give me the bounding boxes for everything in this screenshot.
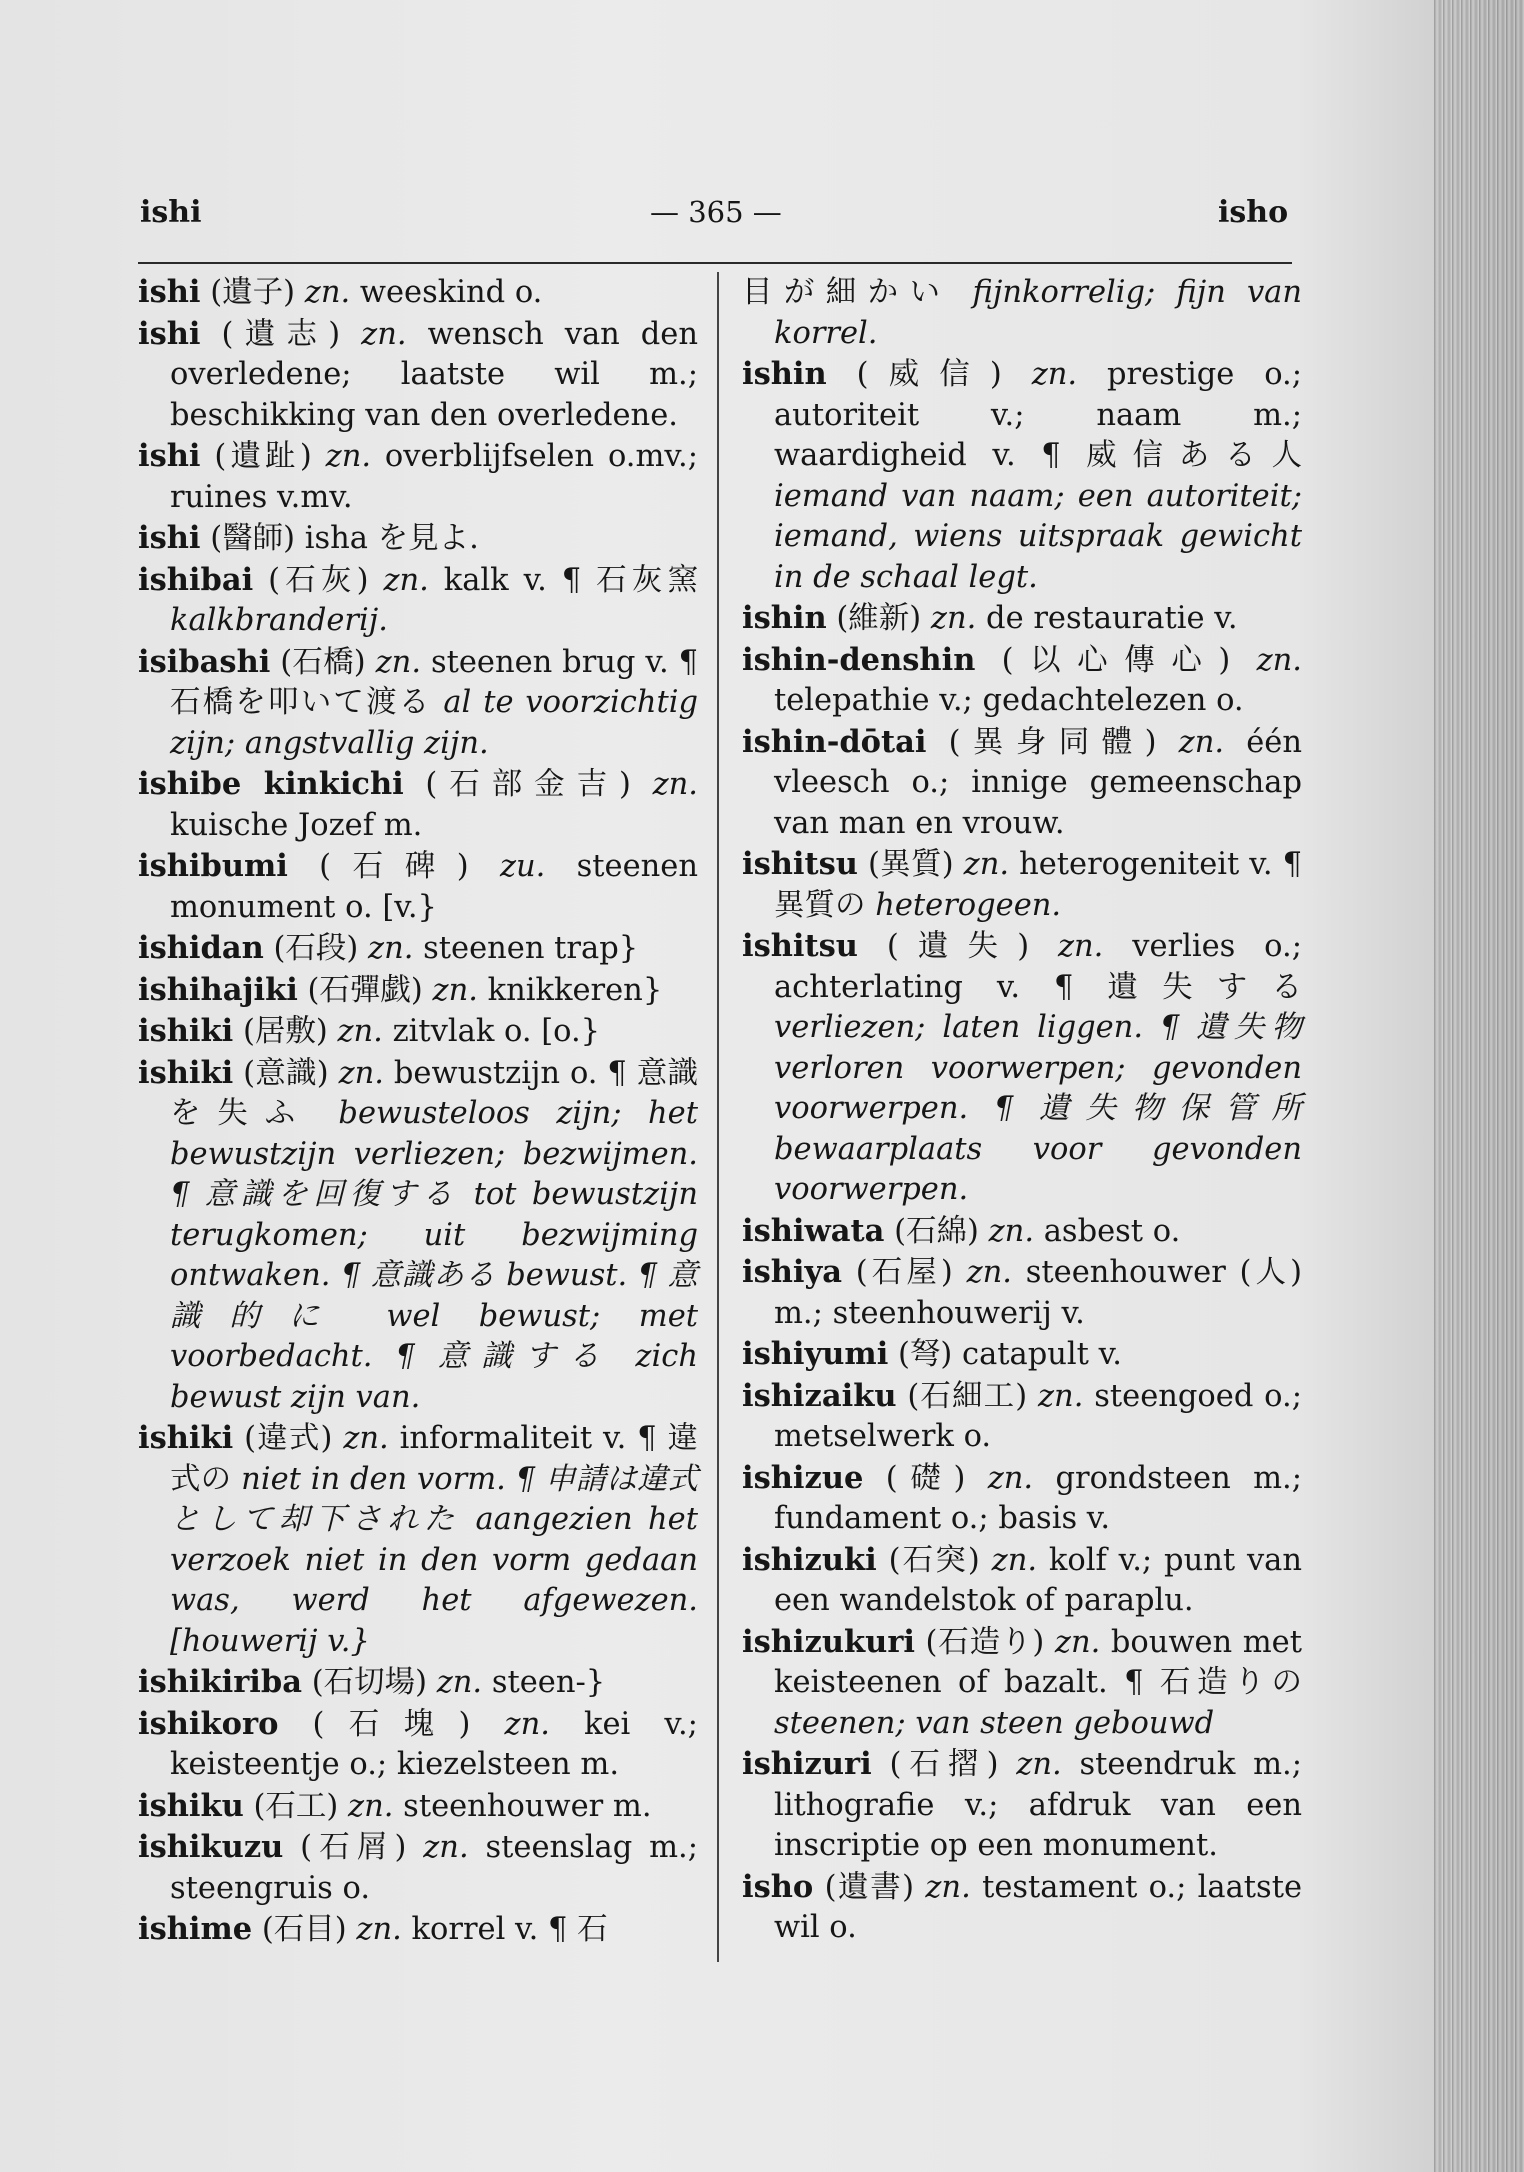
dictionary-entry bbox=[742, 1540, 1302, 1622]
kanji-reading: (維新) bbox=[836, 601, 922, 636]
definition: steenhouwer (人) m.; steenhouwerij v. bbox=[774, 1255, 1302, 1331]
definition: informaliteit v. ¶ 違式の bbox=[170, 1421, 698, 1497]
part-of-speech: zu. bbox=[499, 849, 546, 884]
headword: ishi bbox=[138, 315, 201, 352]
part-of-speech: zn. bbox=[1037, 1378, 1084, 1414]
example-translation: steenen; van steen gebouwd bbox=[774, 1705, 1215, 1741]
dictionary-entry bbox=[138, 1704, 698, 1786]
right-column bbox=[742, 272, 1302, 1949]
definition: steenen monument o. [v.} bbox=[170, 849, 698, 925]
headword: ishiki bbox=[138, 1420, 234, 1456]
dictionary-entry bbox=[138, 970, 698, 1012]
dictionary-entry bbox=[742, 844, 1302, 926]
kanji-reading: (石段) bbox=[273, 931, 359, 966]
headword: ishi bbox=[138, 520, 201, 556]
kanji-reading: (遺志) bbox=[221, 316, 341, 352]
part-of-speech: zn. bbox=[1256, 642, 1302, 678]
definition: kolf v.; punt van een wandelstok of paraplu. bbox=[774, 1542, 1302, 1618]
part-of-speech: zn. bbox=[988, 1213, 1035, 1249]
dictionary-entry bbox=[742, 1334, 1302, 1376]
kanji-reading: (意識) bbox=[243, 1055, 329, 1091]
headword: isho bbox=[742, 1868, 814, 1905]
definition: de restauratie v. bbox=[986, 601, 1238, 636]
kanji-reading: (石屋) bbox=[855, 1255, 953, 1290]
kanji-reading: (異質) bbox=[867, 847, 954, 882]
kanji-reading: (違式) bbox=[244, 1421, 333, 1456]
dictionary-entry bbox=[742, 1376, 1302, 1458]
definition: korrel v. ¶ 石 bbox=[411, 1912, 608, 1947]
definition: catapult v. bbox=[962, 1337, 1122, 1372]
part-of-speech: zn. bbox=[963, 847, 1010, 882]
part-of-speech: zn. bbox=[343, 1421, 389, 1456]
part-of-speech: zn. bbox=[991, 1542, 1038, 1578]
headword: ishime bbox=[138, 1911, 253, 1947]
part-of-speech: zn. bbox=[925, 1869, 971, 1905]
kanji-reading: (石摺) bbox=[889, 1747, 999, 1782]
definition: knikkeren} bbox=[487, 972, 663, 1008]
example-translation: fijnkorrelig; fijn van korrel. bbox=[774, 275, 1303, 351]
definition: kuische Jozef m. bbox=[170, 807, 423, 843]
definition: heterogeniteit v. ¶ 異質の bbox=[774, 847, 1302, 923]
definition: zitvlak o. [o.} bbox=[392, 1014, 601, 1049]
part-of-speech: zn. bbox=[436, 1665, 483, 1700]
definition: steenhouwer m. bbox=[403, 1788, 652, 1824]
definition: kei v.; keisteentje o.; kiezelsteen m. bbox=[170, 1706, 698, 1782]
header-rule bbox=[138, 262, 1292, 264]
dictionary-entry bbox=[742, 1744, 1302, 1867]
headword: isibashi bbox=[138, 643, 271, 680]
kanji-reading: (石綿) bbox=[894, 1213, 979, 1249]
part-of-speech: zn. bbox=[987, 1460, 1034, 1496]
dictionary-entry bbox=[138, 846, 698, 928]
book-spine-edge bbox=[1434, 0, 1524, 2172]
part-of-speech: zn. bbox=[348, 1788, 394, 1824]
headword: ishiwata bbox=[742, 1212, 885, 1249]
kanji-reading: (遺子) bbox=[210, 275, 296, 310]
part-of-speech: zn. bbox=[504, 1706, 550, 1742]
kanji-reading: (石屑) bbox=[300, 1830, 407, 1865]
kanji-reading: (遺趾) bbox=[214, 439, 312, 474]
kanji-reading: (威信) bbox=[856, 357, 1002, 392]
kanji-reading: (石工) bbox=[253, 1788, 339, 1824]
kanji-reading: (遺書) bbox=[824, 1869, 915, 1905]
dictionary-entry bbox=[742, 1458, 1302, 1540]
headword: ishidan bbox=[138, 930, 264, 966]
dictionary-entry bbox=[138, 1418, 698, 1662]
definition: weeskind o. bbox=[359, 275, 543, 310]
kanji-reading: (石目) bbox=[261, 1912, 347, 1947]
running-head-left: ishi bbox=[140, 195, 202, 230]
part-of-speech: zn. bbox=[1054, 1624, 1101, 1660]
headword: ishiki bbox=[138, 1013, 234, 1049]
left-column bbox=[138, 272, 698, 1951]
dictionary-entry bbox=[742, 354, 1302, 598]
dictionary-entry bbox=[138, 1011, 698, 1053]
example-translation: niet in den vorm. ¶ 申請は違式として却下された aangezien het verzoek niet in den vorm gedaan was, werd het afgewezen. [houwerij v.} bbox=[170, 1461, 699, 1659]
part-of-speech: zn. bbox=[652, 767, 698, 802]
part-of-speech: zn. bbox=[338, 1055, 384, 1091]
kanji-reading: (遺失) bbox=[886, 929, 1030, 964]
definition: grondsteen m.; fundament o.; basis v. bbox=[774, 1460, 1302, 1536]
kanji-reading: (石彈戯) bbox=[307, 972, 423, 1008]
kanji-reading: (礎) bbox=[885, 1460, 966, 1496]
kanji-reading: (石部金吉) bbox=[425, 767, 631, 802]
kanji-reading: (石突) bbox=[888, 1542, 980, 1578]
definition: steendruk m.; lithografie v.; afdruk van een inscriptie op een monument. bbox=[774, 1747, 1303, 1863]
dictionary-entry bbox=[742, 1252, 1302, 1334]
kanji-reading: (石造り) bbox=[925, 1624, 1045, 1660]
dictionary-entry bbox=[138, 1909, 698, 1951]
dictionary-entry bbox=[742, 926, 1302, 1211]
kanji-reading: (石塊) bbox=[312, 1706, 471, 1742]
dictionary-entry bbox=[138, 436, 698, 518]
headword: ishibumi bbox=[138, 848, 288, 884]
example-translation: al te voorzichtig zijn; angstvallig zijn. bbox=[170, 685, 698, 761]
example-translation: iemand van naam; een autoriteit; iemand, wiens uitspraak gewicht in de schaal legt. bbox=[774, 478, 1302, 595]
part-of-speech: zn. bbox=[1031, 357, 1078, 392]
headword: ishibai bbox=[138, 561, 254, 598]
dictionary-entry bbox=[742, 640, 1302, 722]
dictionary-entry bbox=[138, 1786, 698, 1828]
definition: steen-} bbox=[491, 1665, 606, 1700]
headword: ishibe kinkichi bbox=[138, 766, 404, 802]
example-translation: verliezen; laten liggen. ¶ 遺失物 verloren voorwerpen; gevonden voorwerpen. ¶ 遺失物保管所 bewaarplaats voor gevonden voorwerpen. bbox=[774, 1010, 1302, 1207]
part-of-speech: zn. bbox=[1057, 929, 1104, 964]
kanji-reading: (石細工) bbox=[907, 1378, 1028, 1414]
dictionary-entry bbox=[138, 928, 698, 970]
part-of-speech: zn. bbox=[1016, 1747, 1062, 1782]
column-divider bbox=[717, 272, 719, 1962]
headword: ishin bbox=[742, 600, 827, 636]
dictionary-entry bbox=[742, 1622, 1302, 1745]
dictionary-entry bbox=[138, 560, 698, 642]
part-of-speech: zn. bbox=[375, 644, 422, 680]
example-translation: bewusteloos zijn; het bewustzijn verliezen; bezwijmen. ¶ 意識を回復する tot bewustzijn terugkomen; uit bezwijming ontwaken. ¶ 意識ある bewust. ¶ 意識的に wel bewust; met voorbedacht. ¶ 意識する zich bewust zijn van. bbox=[170, 1096, 698, 1415]
dictionary-entry bbox=[138, 642, 698, 765]
part-of-speech: zn. bbox=[361, 316, 407, 352]
kanji-reading: (異身同體) bbox=[948, 724, 1157, 760]
headword: ishihajiki bbox=[138, 971, 298, 1008]
kanji-reading: (醫師) bbox=[210, 521, 296, 556]
part-of-speech: zn. bbox=[356, 1912, 402, 1947]
kanji-reading: (以心傳心) bbox=[1001, 642, 1231, 678]
headword: ishin-denshin bbox=[742, 641, 976, 678]
part-of-speech: zn. bbox=[304, 275, 351, 310]
dictionary-entry bbox=[138, 1662, 698, 1704]
headword: ishin bbox=[742, 356, 827, 392]
kanji-reading: (石碑) bbox=[319, 849, 469, 884]
headword: ishi bbox=[138, 274, 201, 310]
definition: steenslag m.; steengruis o. bbox=[170, 1830, 698, 1906]
definition: kalk v. ¶ 石灰窯 bbox=[443, 562, 698, 598]
kanji-reading: (弩) bbox=[897, 1337, 953, 1372]
dictionary-entry bbox=[138, 1827, 698, 1909]
definition: telepathie v.; gedachtelezen o. bbox=[774, 683, 1244, 718]
definition: steenen trap} bbox=[423, 931, 639, 966]
dictionary-entry bbox=[138, 518, 698, 560]
kanji-reading: (石橋) bbox=[280, 644, 366, 680]
running-head-right: isho bbox=[1218, 195, 1289, 230]
page-number: — 365 — bbox=[650, 195, 782, 229]
kanji-reading: (居敷) bbox=[242, 1014, 328, 1049]
definition: verlies o.; achterlating v. ¶ 遺失する bbox=[774, 929, 1302, 1005]
definition: steenen brug v. ¶ 石橋を叩いて渡る bbox=[170, 644, 698, 720]
headword: ishizue bbox=[742, 1459, 864, 1496]
headword: ishitsu bbox=[742, 846, 858, 882]
definition: overblijfselen o.mv.; ruines v.mv. bbox=[170, 439, 698, 515]
definition: één vleesch o.; innige gemeenschap van man en vrouw. bbox=[774, 724, 1302, 841]
kanji-reading: (石切場) bbox=[311, 1665, 427, 1700]
dictionary-entry bbox=[742, 722, 1302, 845]
dictionary-entry bbox=[138, 272, 698, 314]
part-of-speech: zn. bbox=[337, 1014, 383, 1049]
dictionary-entry bbox=[742, 272, 1302, 354]
definition: wensch van den overledene; laatste wil m.; beschikking van den overledene. bbox=[170, 316, 698, 433]
part-of-speech: zn. bbox=[930, 601, 977, 636]
part-of-speech: zn. bbox=[383, 562, 429, 598]
definition: bewustzijn o. ¶ 意識を失ふ bbox=[170, 1055, 698, 1131]
definition: prestige o.; autoriteit v.; naam m.; waardigheid v. ¶ 威信ある人 bbox=[774, 357, 1303, 473]
headword: ishizaiku bbox=[742, 1377, 897, 1414]
headword: ishizuri bbox=[742, 1746, 872, 1782]
dictionary-entry bbox=[742, 1867, 1302, 1949]
dictionary-entry bbox=[742, 1211, 1302, 1253]
headword: ishiya bbox=[742, 1254, 843, 1290]
definition: 目が細かい bbox=[742, 275, 952, 310]
dictionary-entry bbox=[138, 764, 698, 846]
part-of-speech: zn. bbox=[423, 1830, 469, 1865]
definition: asbest o. bbox=[1043, 1213, 1181, 1249]
definition: isha を見よ. bbox=[304, 521, 479, 556]
dictionary-entry bbox=[138, 1053, 698, 1419]
part-of-speech: zn. bbox=[368, 931, 414, 966]
part-of-speech: zn. bbox=[325, 439, 372, 474]
part-of-speech: zn. bbox=[966, 1255, 1012, 1290]
kanji-reading: (石灰) bbox=[268, 562, 369, 598]
dictionary-entry bbox=[138, 314, 698, 437]
headword: ishikoro bbox=[138, 1705, 279, 1742]
headword: ishikiriba bbox=[138, 1664, 302, 1700]
definition: testament o.; laatste wil o. bbox=[774, 1869, 1303, 1945]
example-translation: heterogeen. bbox=[875, 887, 1062, 923]
headword: ishi bbox=[138, 438, 201, 474]
definition: bouwen met keisteenen of bazalt. ¶ 石造りの bbox=[774, 1624, 1302, 1700]
headword: ishikuzu bbox=[138, 1829, 284, 1865]
headword: ishizukuri bbox=[742, 1623, 915, 1660]
example-translation: kalkbranderij. bbox=[170, 603, 388, 638]
headword: ishiyumi bbox=[742, 1336, 889, 1372]
headword: ishiki bbox=[138, 1054, 234, 1091]
part-of-speech: zn. bbox=[1178, 724, 1225, 760]
headword: ishitsu bbox=[742, 928, 858, 964]
definition: steengoed o.; metselwerk o. bbox=[774, 1378, 1302, 1454]
dictionary-entry bbox=[742, 598, 1302, 640]
headword: ishin-dōtai bbox=[742, 723, 927, 760]
headword: ishizuki bbox=[742, 1541, 877, 1578]
part-of-speech: zn. bbox=[432, 972, 478, 1008]
headword: ishiku bbox=[138, 1787, 244, 1824]
